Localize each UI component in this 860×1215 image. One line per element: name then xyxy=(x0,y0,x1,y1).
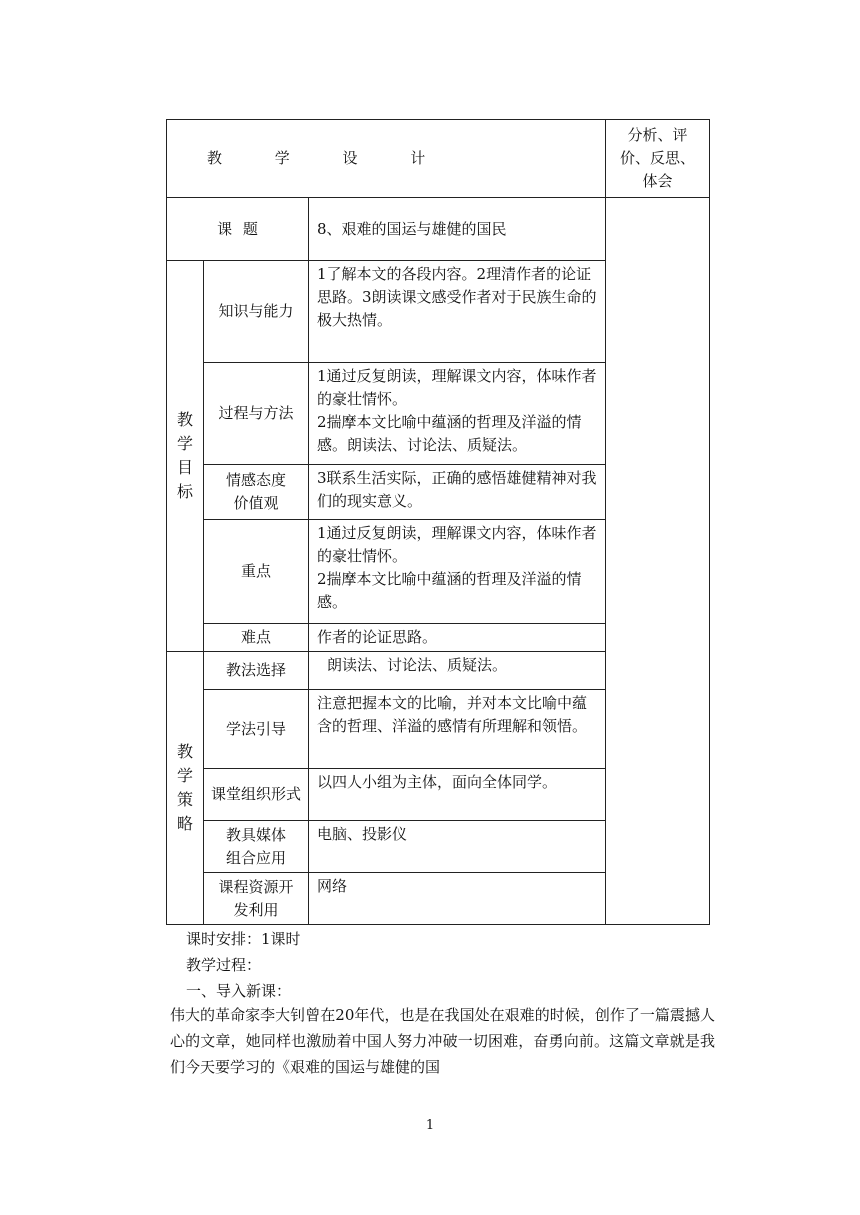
intro-paragraph: 伟大的革命家李大钊曾在20年代，也是在我国处在艰难的时候，创作了一篇震撼人心的文章，她同样也激励着中国人努力冲破一切困难，奋勇向前。这篇文章就是我们今天要学习的《艰难的国运与雄健的国 xyxy=(170,1006,715,1076)
teaching-method-value: 朗读法、讨论法、质疑法。 xyxy=(309,652,606,690)
difficult-point-label: 难点 xyxy=(204,624,309,652)
organization-label: 课堂组织形式 xyxy=(204,769,309,821)
section-heading-intro: 一、导入新课： xyxy=(186,982,292,1000)
difficult-point-value: 作者的论证思路。 xyxy=(309,624,606,652)
emotion-label: 情感态度 价值观 xyxy=(204,465,309,520)
resource-value: 网络 xyxy=(309,873,606,925)
knowledge-label: 知识与能力 xyxy=(204,261,309,363)
emotion-value: 3联系生活实际，正确的感悟雄健精神对我们的现实意义。 xyxy=(309,465,606,520)
topic-label: 课 题 xyxy=(167,198,309,261)
organization-value: 以四人小组为主体，面向全体同学。 xyxy=(309,769,606,821)
goals-group-label: 教 学 目 标 xyxy=(167,261,204,652)
media-label: 教具媒体 组合应用 xyxy=(204,821,309,873)
media-value: 电脑、投影仪 xyxy=(309,821,606,873)
key-point-label: 重点 xyxy=(204,520,309,624)
knowledge-value: 1了解本文的各段内容。2理清作者的论证思路。3朗读课文感受作者对于民族生命的极大热情。 xyxy=(309,261,606,363)
resource-label: 课程资源开 发利用 xyxy=(204,873,309,925)
process-heading: 教学过程： xyxy=(186,956,262,974)
process-label: 过程与方法 xyxy=(204,363,309,465)
comments-column xyxy=(606,198,710,925)
table-header-main: 教 学 设 计 xyxy=(167,120,606,198)
study-method-value: 注意把握本文的比喻，并对本文比喻中蕴含的哲理、洋溢的感情有所理解和领悟。 xyxy=(309,690,606,769)
page-number: 1 xyxy=(425,1118,435,1133)
process-value: 1通过反复朗读，理解课文内容，体味作者的豪壮情怀。 2揣摩本文比喻中蕴涵的哲理及洋溢的情感。朗读法、讨论法、质疑法。 xyxy=(309,363,606,465)
key-point-value: 1通过反复朗读，理解课文内容，体味作者的豪壮情怀。 2揣摩本文比喻中蕴涵的哲理及洋溢的情感。 xyxy=(309,520,606,624)
lesson-plan-table xyxy=(166,119,710,925)
schedule-line: 课时安排：1课时 xyxy=(186,930,301,948)
table-header-side: 分析、评价、反思、体会 xyxy=(606,120,710,198)
topic-value: 8、艰难的国运与雄健的国民 xyxy=(309,198,606,261)
strategy-group-label: 教 学 策 略 xyxy=(167,652,204,925)
study-method-label: 学法引导 xyxy=(204,690,309,769)
teaching-method-label: 教法选择 xyxy=(204,652,309,690)
